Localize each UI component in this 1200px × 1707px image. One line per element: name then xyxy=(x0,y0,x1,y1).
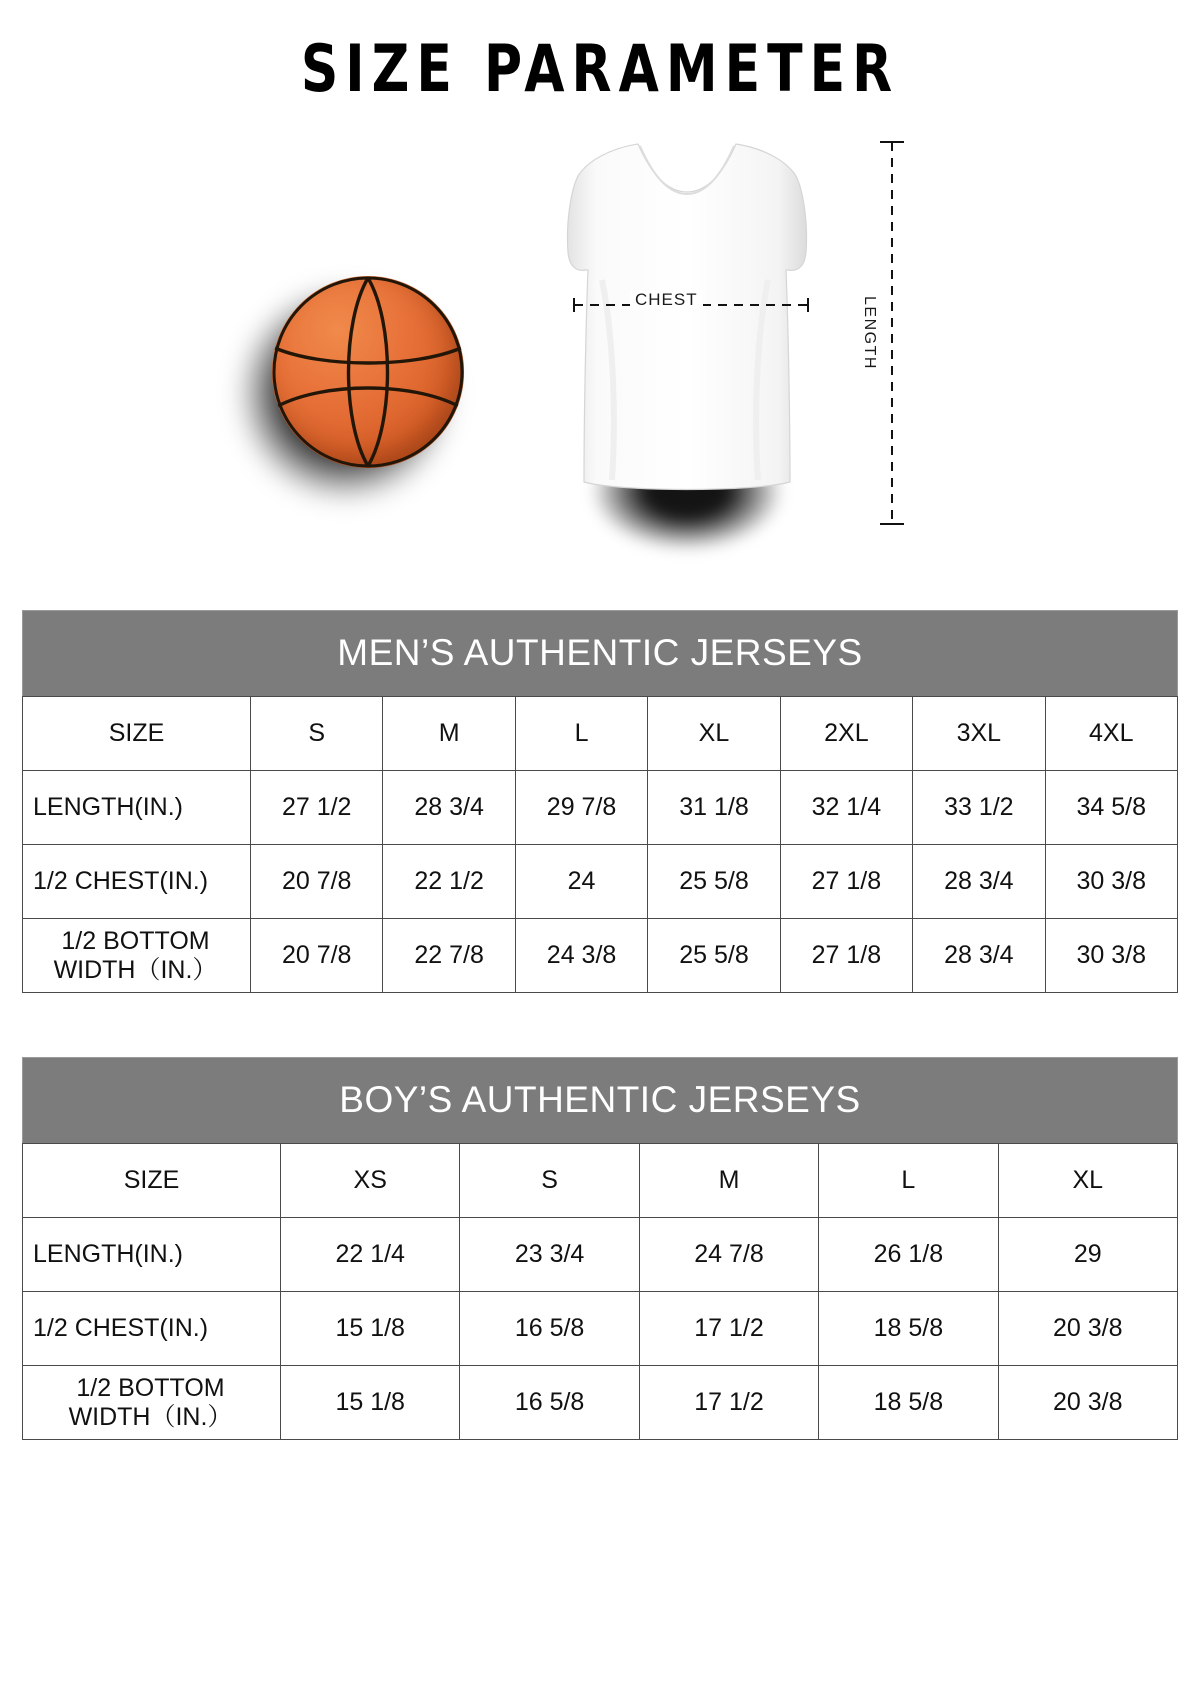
column-header: M xyxy=(639,1144,818,1218)
chest-label: CHEST xyxy=(630,290,703,310)
cell: 20 7/8 xyxy=(251,845,383,919)
boys-size-table-block xyxy=(22,1057,1178,1440)
cell: 34 5/8 xyxy=(1045,771,1177,845)
size-chart-page xyxy=(0,32,1200,1707)
column-header: L xyxy=(819,1144,998,1218)
cell: 33 1/2 xyxy=(913,771,1045,845)
row-label-line2: WIDTH（IN.） xyxy=(53,955,218,984)
page-title: SIZE PARAMETER xyxy=(300,32,900,107)
row-label: 1/2 CHEST(IN.) xyxy=(23,845,251,919)
cell: 18 5/8 xyxy=(819,1292,998,1366)
row-label: LENGTH(IN.) xyxy=(23,1218,281,1292)
cell: 18 5/8 xyxy=(819,1366,998,1440)
row-label-line1: 1/2 BOTTOM xyxy=(61,926,210,955)
cell: 23 3/4 xyxy=(460,1218,639,1292)
cell: 20 7/8 xyxy=(251,919,383,993)
column-header: M xyxy=(383,697,515,771)
cell: 31 1/8 xyxy=(648,771,780,845)
cell: 30 3/8 xyxy=(1045,845,1177,919)
basketball-sphere xyxy=(272,276,464,468)
boys-size-table xyxy=(22,1143,1178,1440)
cell: 27 1/8 xyxy=(780,919,912,993)
cell: 26 1/8 xyxy=(819,1218,998,1292)
column-header: S xyxy=(251,697,383,771)
column-header: 2XL xyxy=(780,697,912,771)
table-header-row xyxy=(23,1144,1178,1218)
table-row xyxy=(23,1218,1178,1292)
column-header: 4XL xyxy=(1045,697,1177,771)
cell: 28 3/4 xyxy=(913,845,1045,919)
cell: 25 5/8 xyxy=(648,845,780,919)
row-label-line1: 1/2 BOTTOM xyxy=(76,1373,225,1402)
basketball-icon xyxy=(232,270,492,530)
cell: 24 7/8 xyxy=(639,1218,818,1292)
table-row xyxy=(23,919,1178,993)
row-label xyxy=(23,1366,281,1440)
illustration-area xyxy=(22,130,1178,600)
mens-size-table xyxy=(22,696,1178,993)
row-label xyxy=(23,919,251,993)
column-header: XL xyxy=(998,1144,1177,1218)
cell: 24 xyxy=(515,845,647,919)
mens-table-heading: MEN’S AUTHENTIC JERSEYS xyxy=(22,610,1178,696)
table-row xyxy=(23,1292,1178,1366)
column-header: S xyxy=(460,1144,639,1218)
cell: 20 3/8 xyxy=(998,1292,1177,1366)
cell: 22 1/2 xyxy=(383,845,515,919)
cell: 16 5/8 xyxy=(460,1292,639,1366)
jersey-diagram xyxy=(542,130,878,550)
cell: 20 3/8 xyxy=(998,1366,1177,1440)
cell: 28 3/4 xyxy=(383,771,515,845)
basketball-seams xyxy=(272,276,464,468)
cell: 22 1/4 xyxy=(281,1218,460,1292)
column-header: XS xyxy=(281,1144,460,1218)
cell: 29 7/8 xyxy=(515,771,647,845)
cell: 30 3/8 xyxy=(1045,919,1177,993)
boys-table-heading: BOY’S AUTHENTIC JERSEYS xyxy=(22,1057,1178,1143)
cell: 27 1/2 xyxy=(251,771,383,845)
length-label: LENGTH xyxy=(860,290,878,376)
cell: 15 1/8 xyxy=(281,1366,460,1440)
cell: 15 1/8 xyxy=(281,1292,460,1366)
table-header-row xyxy=(23,697,1178,771)
column-header: SIZE xyxy=(23,697,251,771)
column-header: XL xyxy=(648,697,780,771)
mens-size-table-block xyxy=(22,610,1178,993)
cell: 28 3/4 xyxy=(913,919,1045,993)
cell: 17 1/2 xyxy=(639,1366,818,1440)
row-label: LENGTH(IN.) xyxy=(23,771,251,845)
column-header: L xyxy=(515,697,647,771)
column-header: 3XL xyxy=(913,697,1045,771)
row-label: 1/2 CHEST(IN.) xyxy=(23,1292,281,1366)
row-label-line2: WIDTH（IN.） xyxy=(68,1402,233,1431)
table-row xyxy=(23,845,1178,919)
column-header: SIZE xyxy=(23,1144,281,1218)
cell: 17 1/2 xyxy=(639,1292,818,1366)
length-measure-line xyxy=(872,138,912,528)
cell: 27 1/8 xyxy=(780,845,912,919)
cell: 29 xyxy=(998,1218,1177,1292)
cell: 24 3/8 xyxy=(515,919,647,993)
table-row xyxy=(23,771,1178,845)
cell: 32 1/4 xyxy=(780,771,912,845)
table-row xyxy=(23,1366,1178,1440)
cell: 25 5/8 xyxy=(648,919,780,993)
cell: 16 5/8 xyxy=(460,1366,639,1440)
cell: 22 7/8 xyxy=(383,919,515,993)
